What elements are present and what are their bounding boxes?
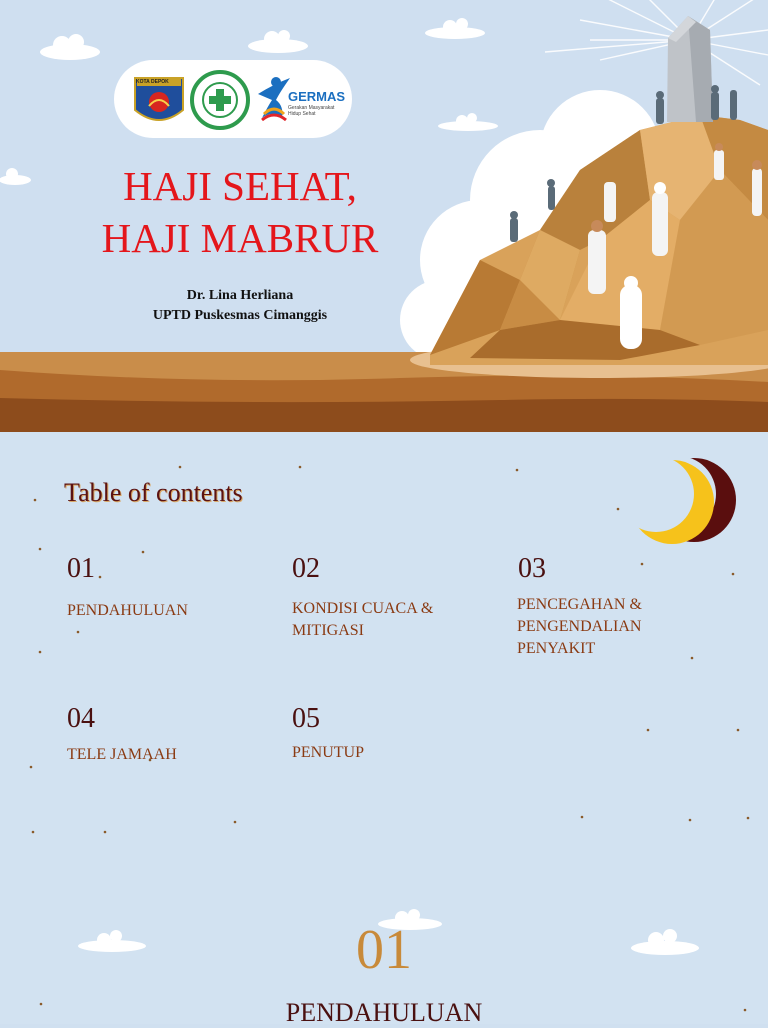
monument-pillar [667, 16, 713, 122]
cover-title-line-2: HAJI MABRUR [101, 215, 379, 261]
germas-title: GERMAS [288, 89, 346, 104]
toc-item-3-label-line-3[interactable]: PENYAKIT [517, 640, 596, 657]
sun-rays [545, 0, 768, 85]
toc-item-2-number: 02 [292, 553, 320, 584]
cover-slide [0, 0, 768, 432]
institution-name: UPTD Puskesmas Cimanggis [152, 308, 328, 323]
author-name: Dr. Lina Herliana [186, 288, 294, 303]
toc-item-2-label-line-1[interactable]: KONDISI CUACA & [292, 600, 434, 617]
toc-item-3-label-line-2[interactable]: PENGENDALIAN [517, 618, 642, 635]
toc-item-3-label-line-1[interactable]: PENCEGAHAN & [517, 596, 642, 613]
crescent-moon-icon [618, 456, 736, 544]
section-number: 01 [356, 919, 412, 981]
puskesmas-logo-icon [190, 70, 250, 130]
toc-item-1-label[interactable]: PENDAHULUAN [67, 602, 188, 619]
toc-title: Table of contents [64, 478, 243, 507]
toc-item-4-label[interactable]: TELE JAMAAH [67, 746, 177, 763]
toc-item-1-number: 01 [67, 553, 95, 584]
cover-title-line-1: HAJI SEHAT, [123, 163, 357, 209]
section-title: PENDAHULUAN [285, 998, 483, 1027]
germas-subtitle-2: Hidup Sehat [288, 111, 316, 117]
toc-item-2-label-line-2[interactable]: MITIGASI [292, 622, 364, 639]
toc-item-5-number: 05 [292, 703, 320, 734]
toc-item-4-number: 04 [67, 703, 95, 734]
toc-item-5-label[interactable]: PENUTUP [292, 744, 365, 761]
kota-depok-label: KOTA DEPOK [136, 79, 169, 85]
toc-item-3-number: 03 [518, 553, 546, 584]
logo-banner [114, 60, 352, 138]
toc-slide [0, 432, 768, 864]
germas-subtitle-1: Gerakan Masyarakat [288, 105, 335, 111]
